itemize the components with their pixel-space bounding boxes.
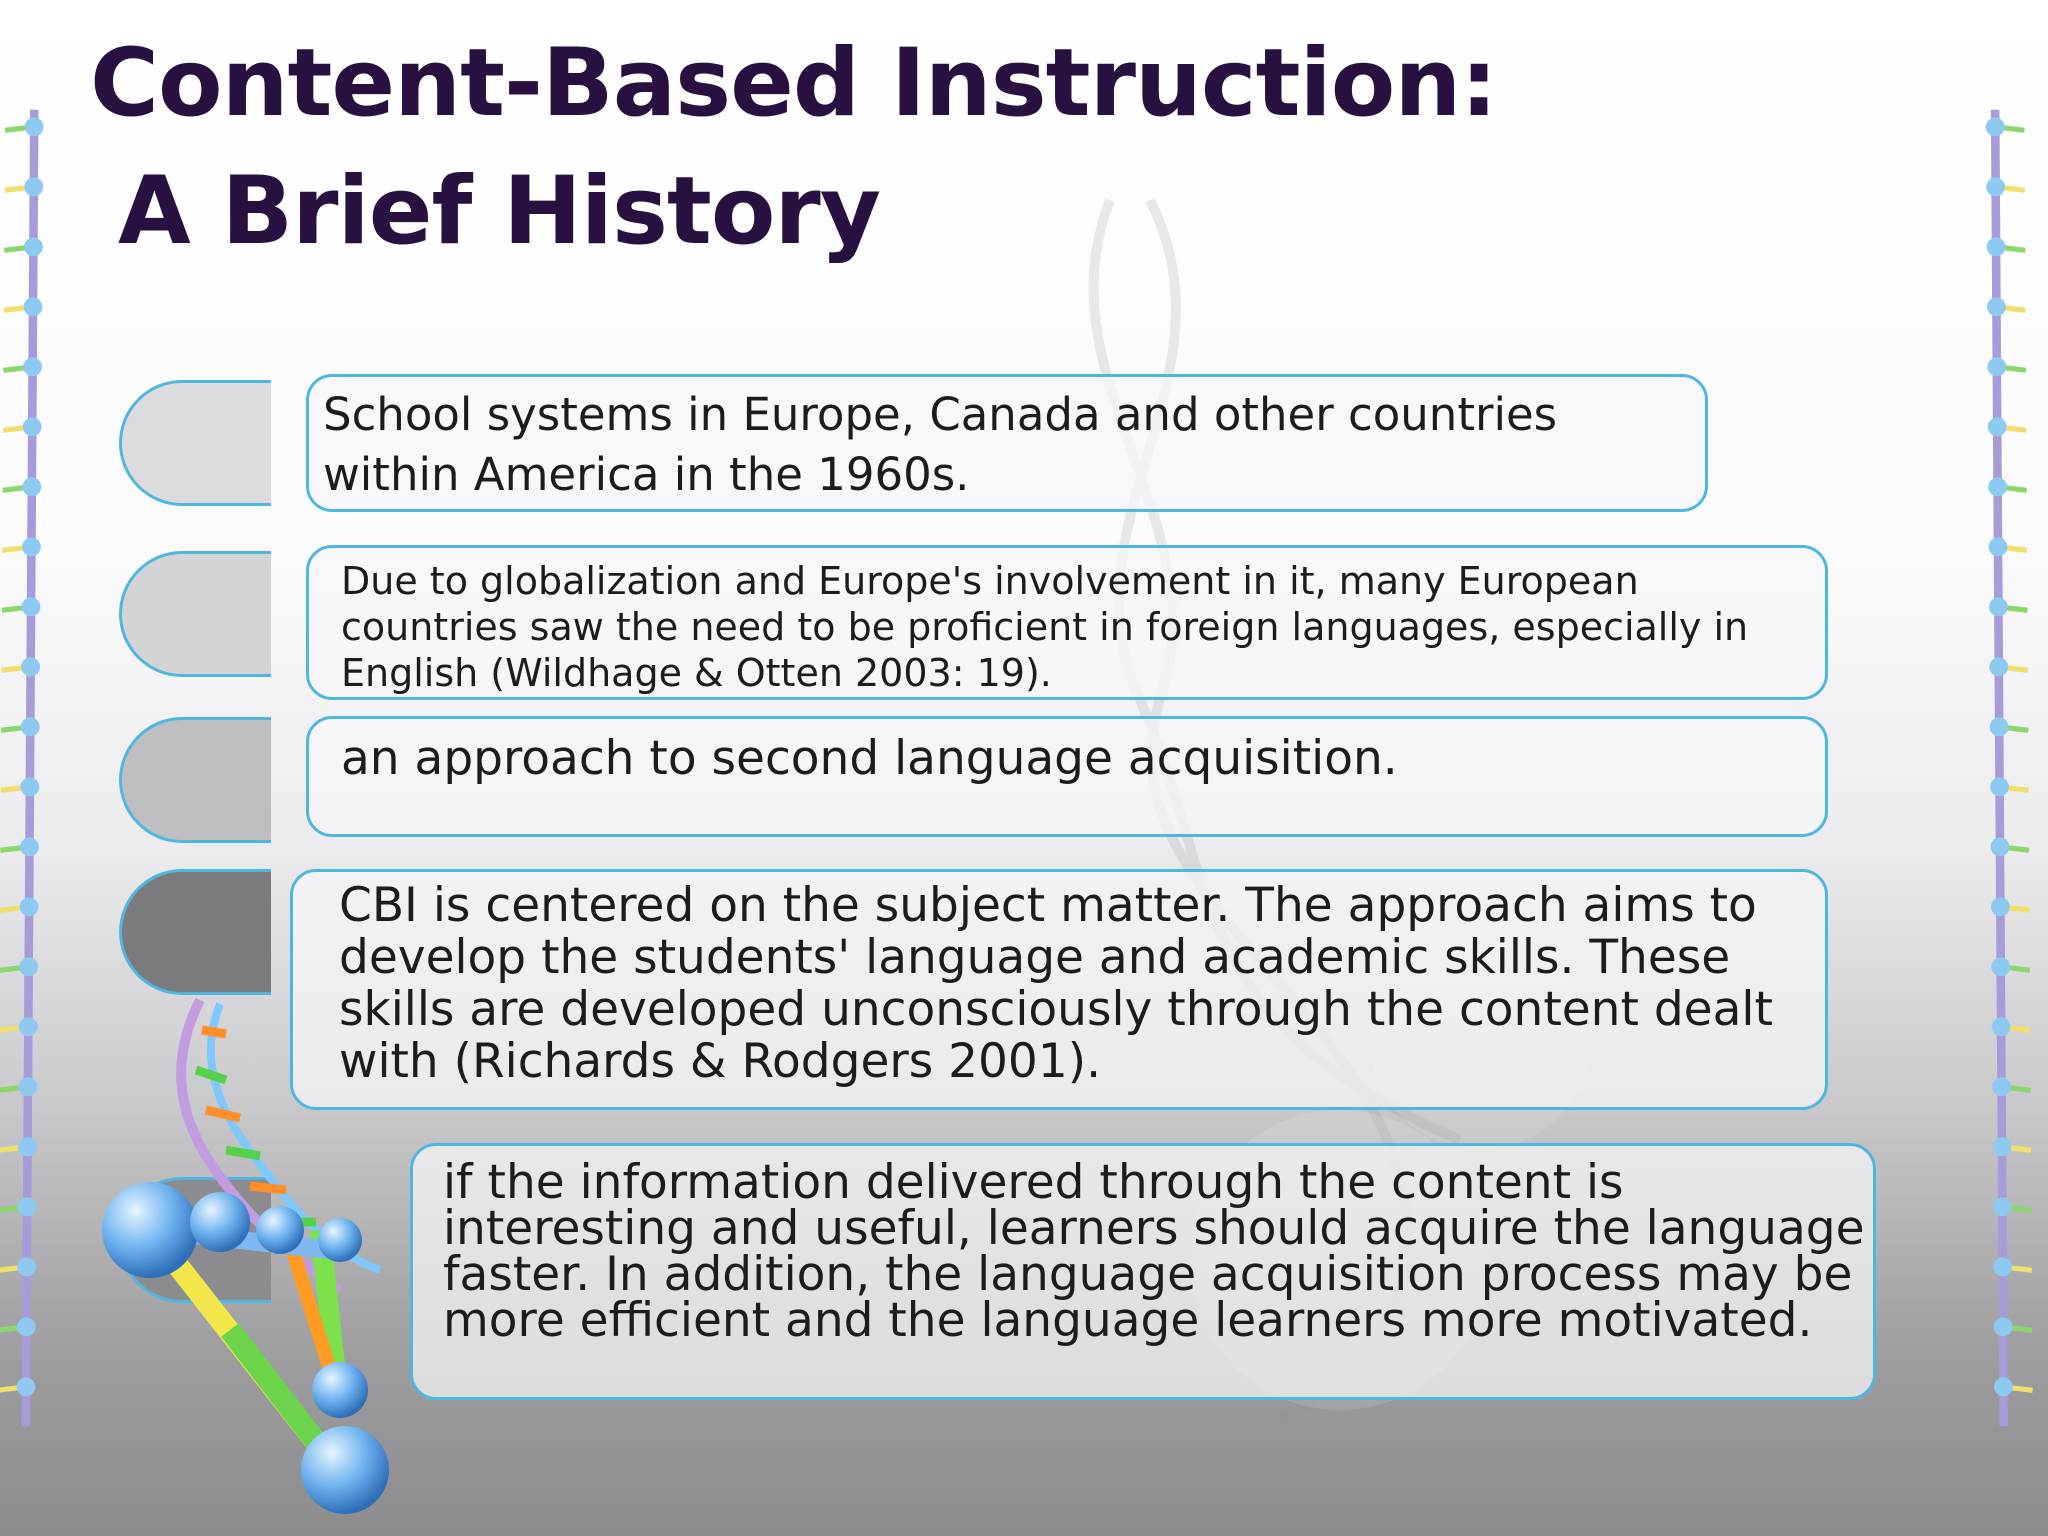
rail-node (1986, 117, 2005, 136)
molecule-model (80, 990, 420, 1536)
rail-node (19, 957, 38, 976)
item-card-4 (290, 869, 1828, 1110)
rail-node (1988, 417, 2007, 436)
rail-node (1986, 177, 2005, 196)
rail-node (17, 1377, 36, 1396)
rail-node (23, 417, 42, 436)
item-tab-2 (119, 551, 271, 677)
item-text-5: if the information delivered through the content is interesting and useful, learners should acquire the language faster. In addition, the language acquisition process may be more efficient and the language learners more motivated. (443, 1155, 1865, 1348)
title-line-1: Content-Based Instruction: (90, 29, 1497, 138)
rail-node (1987, 357, 2006, 376)
rail-node (1993, 1257, 2012, 1276)
item-text-1: School systems in Europe, Canada and other countries within America in the 1960s. (323, 388, 1558, 501)
rail-node (1992, 1017, 2011, 1036)
rail-node (1991, 837, 2010, 856)
rail-node (20, 837, 39, 856)
item-card-1 (306, 374, 1708, 512)
rail-node (1991, 957, 2010, 976)
dna-rail-right (1978, 0, 2038, 1536)
item-tab-3 (119, 717, 271, 843)
dna-rail-left (0, 0, 60, 1536)
rail-node (1989, 537, 2008, 556)
item-tab-1 (119, 380, 271, 506)
rail-node (1994, 1377, 2013, 1396)
rail-node (17, 1257, 36, 1276)
rail-node (1989, 597, 2008, 616)
rail-node (1990, 777, 2009, 796)
rail-node (18, 1077, 37, 1096)
title-line-2: A Brief History (118, 157, 881, 266)
rail-node (21, 717, 40, 736)
rail-node (1992, 1077, 2011, 1096)
slide-title (90, 20, 1497, 276)
rail-node (1993, 1197, 2012, 1216)
rail-node (24, 297, 43, 316)
rail-node (20, 777, 39, 796)
rail-node (1992, 1137, 2011, 1156)
item-text-2: Due to globalization and Europe's involvement in it, many European countries saw the need to be proficient in foreign languages, especially in English (Wildhage & Otten 2003: 19). (341, 559, 1749, 695)
rail-node (17, 1317, 36, 1336)
rail-node (23, 357, 42, 376)
rail-node (1990, 717, 2009, 736)
item-tab-4 (119, 869, 271, 995)
item-text-3: an approach to second language acquisition. (341, 731, 1398, 786)
rail-node (1991, 897, 2010, 916)
rail-node (1987, 237, 2006, 256)
rail-node (22, 537, 41, 556)
rail-node (22, 597, 41, 616)
rail-node (18, 1197, 37, 1216)
rail-node (22, 477, 41, 496)
rail-node (20, 897, 39, 916)
rail-node (18, 1137, 37, 1156)
rail-node (1989, 657, 2008, 676)
item-card-3 (306, 716, 1828, 837)
rail-node (1987, 297, 2006, 316)
item-card-2 (306, 545, 1828, 700)
rail-node (1994, 1317, 2013, 1336)
rail-node (24, 177, 43, 196)
item-text-4: CBI is centered on the subject matter. The approach aims to develop the students' language and academic skills. These skills are developed unconsciously through the content dealt with (Richards & Rodgers 2001). (339, 878, 1773, 1089)
rail-node (1988, 477, 2007, 496)
rail-node (24, 237, 43, 256)
rail-node (25, 117, 44, 136)
rail-node (19, 1017, 38, 1036)
item-card-5 (410, 1143, 1876, 1400)
rail-node (21, 657, 40, 676)
